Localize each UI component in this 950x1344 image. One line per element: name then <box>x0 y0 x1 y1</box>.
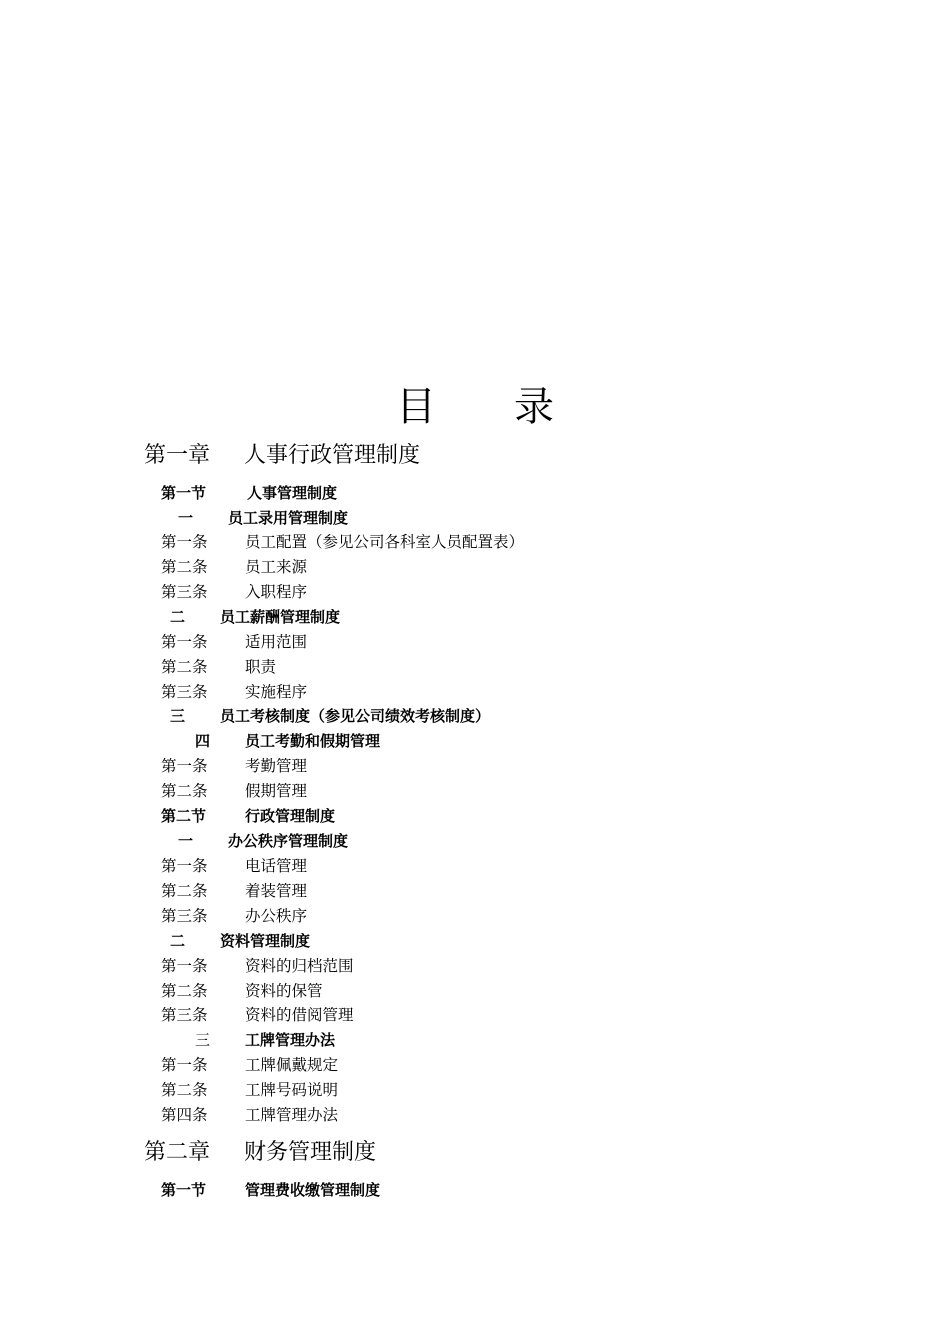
part-title: 员工薪酬管理制度 <box>220 608 341 626</box>
section-number: 第一节 <box>161 484 207 502</box>
article-title: 资料的保管 <box>245 982 323 1000</box>
article-number: 第三条 <box>161 907 208 925</box>
article-entry <box>161 530 524 554</box>
part-number: 二 <box>170 932 186 950</box>
article-number: 第三条 <box>161 583 208 601</box>
article-entry <box>161 904 307 928</box>
part-title: 员工考核制度（参见公司绩效考核制度） <box>220 707 491 725</box>
part-entry <box>170 929 310 953</box>
article-entry <box>161 1053 338 1077</box>
article-number: 第三条 <box>161 683 208 701</box>
chapter-number: 第二章 <box>144 1140 211 1165</box>
article-title: 职责 <box>245 658 277 676</box>
article-number: 第二条 <box>161 558 208 576</box>
section-entry <box>161 804 335 828</box>
article-title: 员工配置（参见公司各科室人员配置表） <box>245 533 525 551</box>
article-number: 第二条 <box>161 1081 208 1099</box>
section-entry <box>161 481 337 505</box>
article-title: 办公秩序 <box>245 907 308 925</box>
article-number: 第二条 <box>161 982 208 1000</box>
article-entry <box>161 1103 338 1127</box>
part-number: 三 <box>170 707 186 725</box>
chapter-title: 财务管理制度 <box>244 1140 377 1165</box>
article-entry <box>161 1078 338 1102</box>
article-number: 第一条 <box>161 957 208 975</box>
article-number: 第一条 <box>161 633 208 651</box>
part-entry <box>170 605 340 629</box>
part-entry <box>178 506 348 530</box>
article-title: 资料的归档范围 <box>245 957 354 975</box>
article-title: 适用范围 <box>245 633 308 651</box>
part-number: 二 <box>170 608 186 626</box>
chapter-heading <box>144 1138 376 1168</box>
part-number: 四 <box>195 732 211 750</box>
article-title: 工牌管理办法 <box>245 1106 339 1124</box>
article-number: 第一条 <box>161 1056 208 1074</box>
article-entry <box>161 680 307 704</box>
section-entry <box>161 1178 380 1202</box>
part-entry <box>195 1028 335 1052</box>
article-title: 电话管理 <box>245 857 308 875</box>
chapter-number: 第一章 <box>144 443 211 468</box>
toc-title <box>0 382 950 432</box>
part-number: 一 <box>178 509 194 527</box>
section-number: 第一节 <box>161 1181 207 1199</box>
article-title: 入职程序 <box>245 583 308 601</box>
article-entry <box>161 655 276 679</box>
article-number: 第一条 <box>161 857 208 875</box>
section-title: 管理费收缴管理制度 <box>245 1181 381 1199</box>
section-title: 人事管理制度 <box>247 484 338 502</box>
article-number: 第四条 <box>161 1106 208 1124</box>
article-number: 第一条 <box>161 757 208 775</box>
article-title: 员工来源 <box>245 558 308 576</box>
part-title: 员工录用管理制度 <box>228 509 349 527</box>
part-entry <box>195 729 380 753</box>
article-title: 着装管理 <box>245 882 308 900</box>
article-title: 工牌佩戴规定 <box>245 1056 339 1074</box>
part-entry <box>170 704 490 728</box>
article-entry <box>161 954 354 978</box>
article-entry <box>161 854 307 878</box>
part-title: 工牌管理办法 <box>245 1031 336 1049</box>
section-title: 行政管理制度 <box>245 807 336 825</box>
part-title: 办公秩序管理制度 <box>228 832 349 850</box>
part-entry <box>178 829 348 853</box>
chapter-heading <box>144 441 420 471</box>
article-entry <box>161 754 307 778</box>
article-title: 考勤管理 <box>245 757 308 775</box>
article-number: 第二条 <box>161 658 208 676</box>
part-title: 员工考勤和假期管理 <box>245 732 381 750</box>
article-number: 第二条 <box>161 782 208 800</box>
article-number: 第三条 <box>161 1006 208 1024</box>
article-title: 资料的借阅管理 <box>245 1006 354 1024</box>
article-title: 假期管理 <box>245 782 308 800</box>
article-entry <box>161 555 307 579</box>
article-number: 第一条 <box>161 533 208 551</box>
article-entry <box>161 580 307 604</box>
article-entry <box>161 879 307 903</box>
article-number: 第二条 <box>161 882 208 900</box>
toc-title-right: 录 <box>514 384 554 430</box>
article-entry <box>161 779 307 803</box>
section-number: 第二节 <box>161 807 207 825</box>
part-title: 资料管理制度 <box>220 932 311 950</box>
part-number: 三 <box>195 1031 211 1049</box>
article-entry <box>161 1003 354 1027</box>
article-title: 工牌号码说明 <box>245 1081 339 1099</box>
article-entry <box>161 979 323 1003</box>
toc-title-left: 目 <box>396 384 436 430</box>
article-entry <box>161 630 307 654</box>
chapter-title: 人事行政管理制度 <box>244 443 421 468</box>
part-number: 一 <box>178 832 194 850</box>
article-title: 实施程序 <box>245 683 308 701</box>
